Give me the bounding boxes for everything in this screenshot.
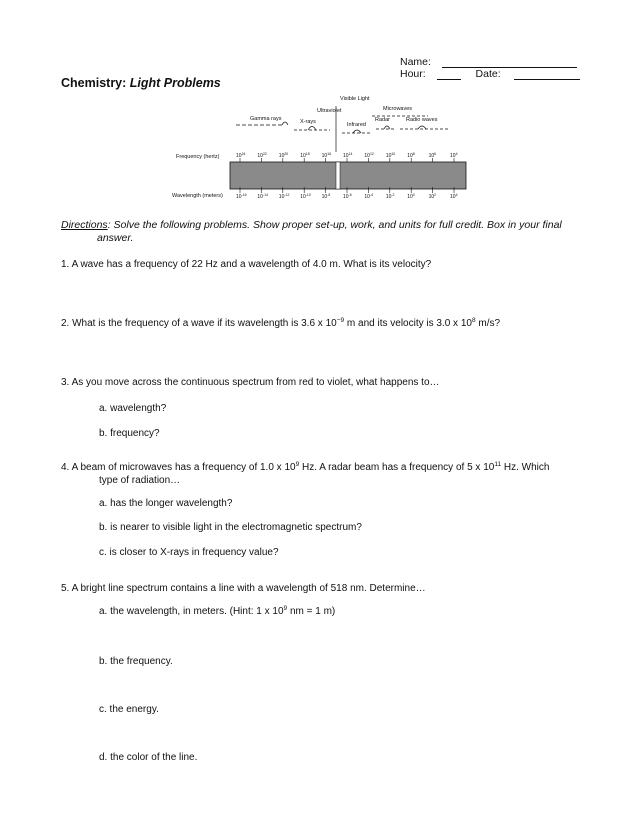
wavelength-tick-label: $10^0$: [407, 193, 415, 200]
question-5d: d. the color of the line.: [99, 752, 198, 763]
hour-blank[interactable]: [437, 68, 461, 80]
date-label: Date:: [475, 68, 501, 80]
label-infrared: Infrared: [347, 122, 366, 128]
wavelength-tick-label: $10^4$: [450, 193, 458, 200]
name-label: Name:: [400, 56, 431, 68]
frequency-tick-label: $10^{22}$: [257, 152, 267, 159]
question-5c: c. the energy.: [99, 704, 159, 715]
question-5a: a. the wavelength, in meters. (Hint: 1 x $10^9$ nm = 1 m): [99, 605, 336, 617]
directions-text: : Solve the following problems. Show proper set-up, work, and units for full credit. Box in your final: [107, 219, 562, 231]
frequency-tick-label: $10^{16}$: [321, 152, 332, 159]
question-4b: b. is nearer to visible light in the electromagnetic spectrum?: [99, 522, 362, 533]
wavelength-tick-label: $10^2$: [428, 193, 437, 200]
hour-label: Hour:: [400, 68, 426, 80]
wavelength-tick-label: $10^{-4}$: [364, 193, 374, 200]
question-1: 1. A wave has a frequency of 22 Hz and a wavelength of 4.0 m. What is its velocity?: [61, 259, 432, 270]
wavelength-tick-label: $10^{-2}$: [385, 193, 395, 200]
label-xrays: X-rays: [300, 119, 316, 125]
spectrum-bar: [230, 162, 466, 189]
label-ultraviolet: Ultraviolet: [317, 108, 342, 114]
frequency-axis-label: Frequency (hertz): [176, 154, 220, 160]
region-brackets: [236, 106, 448, 152]
name-blank[interactable]: [442, 56, 577, 68]
frequency-tick-label: $10^6$: [428, 152, 437, 159]
question-2: 2. What is the frequency of a wave if its wavelength is 3.6 x $10^{-9}$ m and its velocity is 3.0 x $10^8$ m/s?: [61, 317, 501, 329]
question-5: 5. A bright line spectrum contains a line with a wavelength of 518 nm. Determine…: [61, 583, 426, 594]
question-3b: b. frequency?: [99, 428, 160, 439]
directions: [61, 219, 581, 245]
frequency-tick-label: $10^{18}$: [300, 152, 310, 159]
question-4a: a. has the longer wavelength?: [99, 498, 233, 509]
wavelength-tick-label: $10^{-14}$: [257, 193, 269, 200]
wavelength-tick-label: $10^{-10}$: [300, 193, 311, 200]
wavelength-tick-label: $10^{-8}$: [321, 193, 331, 200]
question-4: 4. A beam of microwaves has a frequency of 1.0 x $10^9$ Hz. A radar beam has a frequency of 5 x $10^{11}$ Hz. Which type of radiation…: [61, 461, 550, 486]
wavelength-axis-label: Wavelength (meters): [172, 193, 223, 199]
electromagnetic-spectrum-diagram: [170, 92, 470, 202]
label-gamma: Gamma rays: [250, 116, 282, 122]
frequency-tick-label: $10^4$: [450, 152, 458, 159]
hour-date-field: [400, 68, 580, 80]
question-4c: c. is closer to X-rays in frequency value?: [99, 547, 279, 558]
frequency-tick-label: $10^{10}$: [385, 152, 396, 159]
title-subject: Chemistry:: [61, 76, 127, 90]
question-3: 3. As you move across the continuous spectrum from red to violet, what happens to…: [61, 377, 440, 388]
wavelength-tick-label: $10^{-16}$: [236, 193, 247, 200]
page-title: [61, 76, 221, 90]
frequency-tick-label: $10^{24}$: [236, 152, 246, 159]
label-radio: Radio waves: [406, 117, 438, 123]
label-visible-light: Visible Light: [340, 96, 370, 102]
frequency-tick-label: $10^{20}$: [278, 152, 289, 159]
wavelength-tick-label: $10^{-12}$: [278, 193, 290, 200]
directions-label: Directions: [61, 219, 108, 231]
question-5b: b. the frequency.: [99, 656, 173, 667]
directions-cont: answer.: [97, 232, 134, 244]
frequency-tick-label: $10^8$: [407, 152, 415, 159]
wavelength-tick-label: $10^{-6}$: [343, 193, 352, 200]
label-microwaves: Microwaves: [383, 106, 413, 112]
visible-band: [336, 162, 340, 189]
frequency-tick-label: $10^{12}$: [364, 152, 374, 159]
date-blank[interactable]: [514, 68, 580, 80]
question-3a: a. wavelength?: [99, 403, 167, 414]
frequency-tick-label: $10^{14}$: [343, 152, 353, 159]
name-field: [400, 56, 577, 68]
label-radar: Radar: [375, 117, 390, 123]
title-topic: Light Problems: [129, 76, 221, 90]
